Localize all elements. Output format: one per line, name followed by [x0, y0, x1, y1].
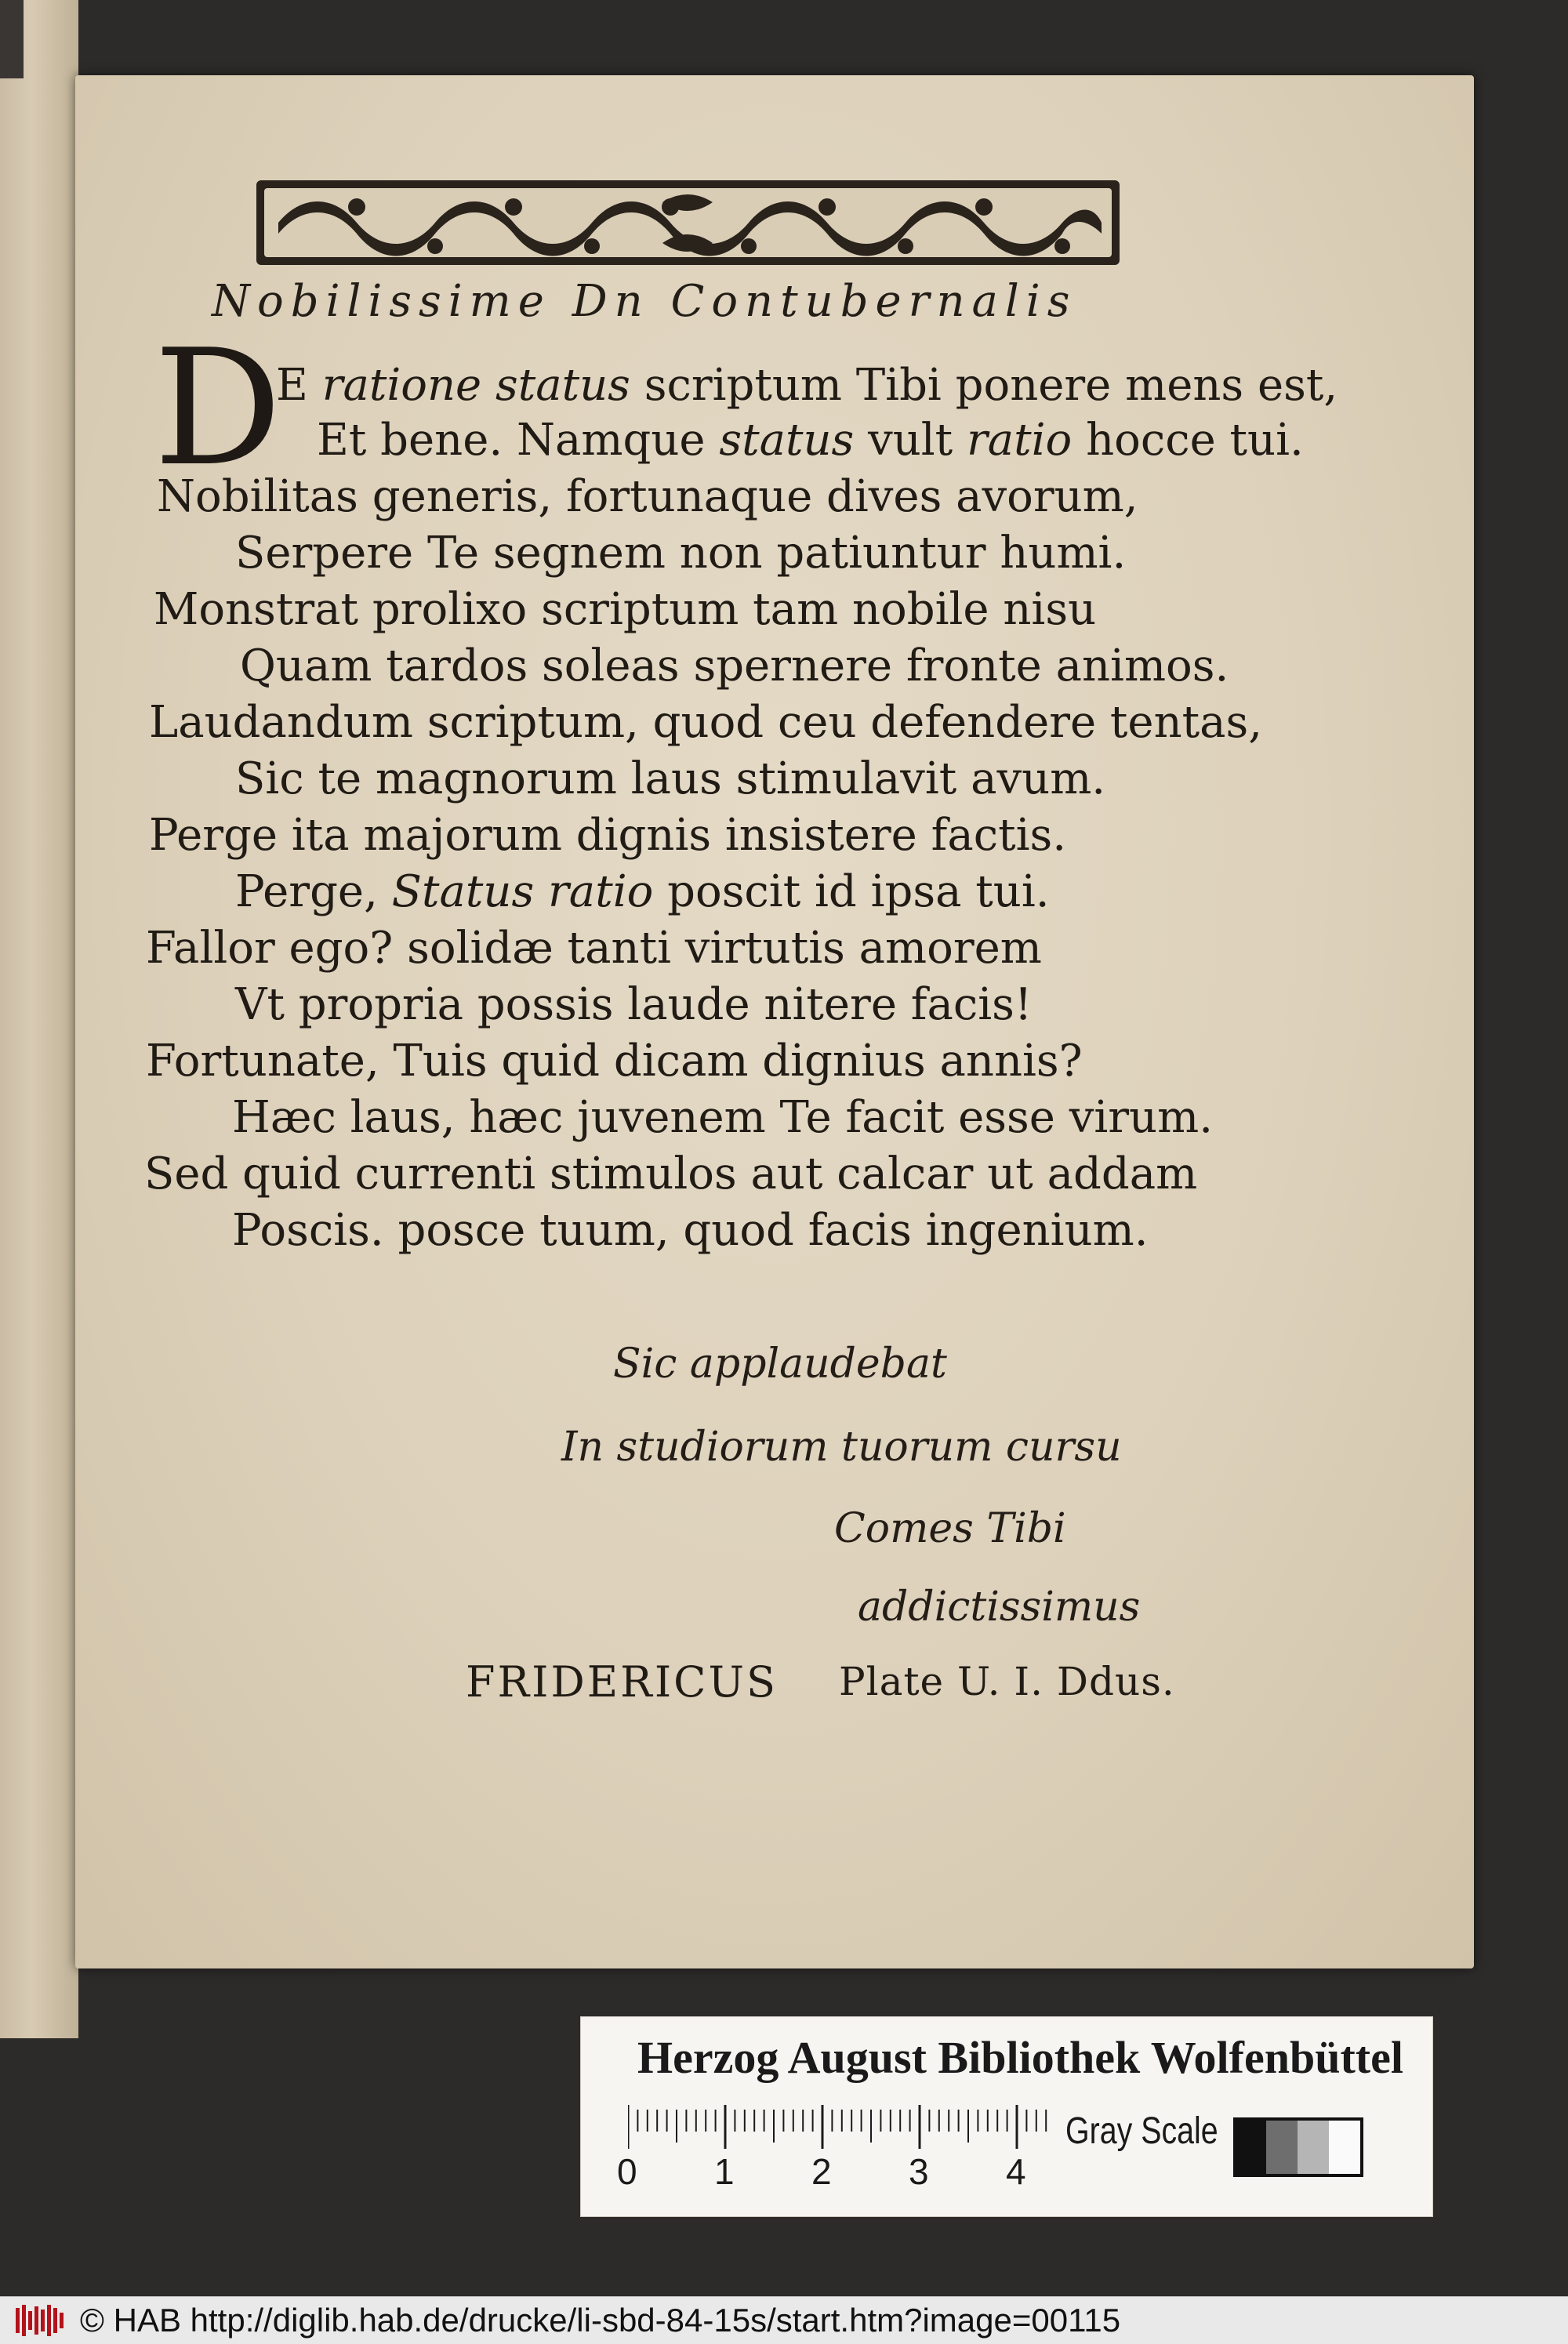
poem-line: E ratione status scriptum Tibi ponere mens est,	[276, 360, 1338, 411]
author-title: Plate U. I. Ddus.	[839, 1659, 1175, 1704]
gray-scale-label: Gray Scale	[1065, 2110, 1218, 2152]
poem-line: Vt propria possis laude nitere facis!	[235, 979, 1033, 1030]
scanner-corner	[0, 0, 24, 78]
library-name: Herzog August Bibliothek Wolfenbüttel	[637, 2032, 1403, 2083]
poem-line: Monstrat prolixo scriptum tam nobile nisu	[154, 584, 1097, 635]
footer-bar	[0, 2296, 1568, 2344]
drop-capital: D	[154, 316, 282, 502]
poem-line: Nobilitas generis, fortunaque dives avorum,	[157, 471, 1138, 522]
signature-line: Comes Tibi	[834, 1505, 1066, 1552]
hab-logo-icon	[14, 2303, 66, 2338]
ruler-number: 0	[617, 2151, 637, 2192]
poem-line: Serpere Te segnem non patiuntur humi.	[235, 528, 1127, 579]
ruler-number: 1	[714, 2151, 735, 2192]
poem-line: Quam tardos soleas spernere fronte animos.	[240, 640, 1229, 691]
gray-scale-swatch	[1233, 2117, 1363, 2177]
ornament-headpiece	[255, 179, 1121, 267]
adjacent-page-edge	[0, 0, 78, 2038]
poem-line: Perge, Status ratio poscit id ipsa tui.	[235, 866, 1050, 917]
footer-permalink[interactable]: © HAB http://diglib.hab.de/drucke/li-sbd-84-15s/start.htm?image=00115	[80, 2302, 1121, 2339]
poem-line: Hæc laus, hæc juvenem Te facit esse virum.	[232, 1092, 1214, 1143]
signature-line: Sic applaudebat	[613, 1341, 947, 1388]
signature-line: In studiorum tuorum cursu	[561, 1424, 1122, 1471]
ruler-number: 4	[1006, 2151, 1026, 2192]
signature-line: addictissimus	[858, 1584, 1141, 1631]
poem-line: Perge ita majorum dignis insistere factis.	[149, 810, 1067, 861]
poem-line: Et bene. Namque status vult ratio hocce tui.	[317, 415, 1304, 466]
poem-line: Sic te magnorum laus stimulavit avum.	[235, 753, 1106, 804]
poem-line: Fortunate, Tuis quid dicam dignius annis?	[146, 1036, 1083, 1087]
poem-line: Laudandum scriptum, quod ceu defendere tentas,	[149, 697, 1263, 748]
poem-line: Fallor ego? solidæ tanti virtutis amorem	[146, 923, 1042, 974]
page-heading: Nobilissime Dn Contubernalis	[212, 276, 1077, 327]
poem-line: Poscis. posce tuum, quod facis ingenium.	[232, 1205, 1149, 1256]
ruler-number: 3	[909, 2151, 929, 2192]
author-name: FRIDERICUS	[466, 1657, 778, 1707]
library-scale-card	[580, 2016, 1433, 2217]
ruler-number: 2	[811, 2151, 832, 2192]
poem-line: Sed quid currenti stimulos aut calcar ut addam	[144, 1148, 1198, 1199]
ruler-scale	[628, 2103, 1051, 2150]
